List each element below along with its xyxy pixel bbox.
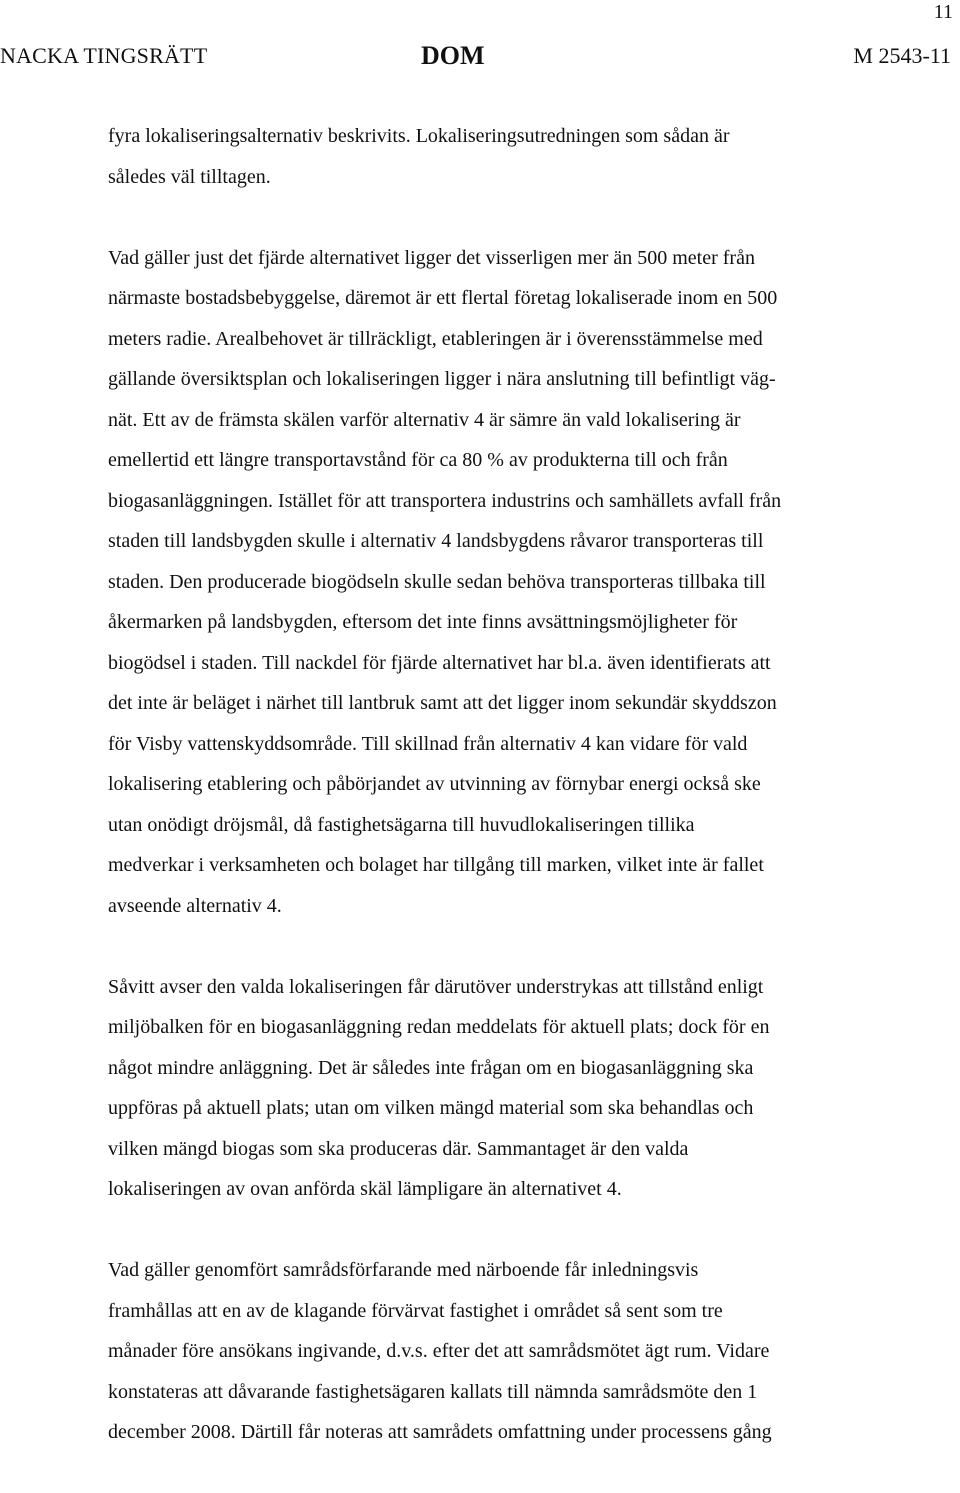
text-line: Vad gäller genomfört samrådsförfarande med närboende får inledningsvis <box>108 1259 699 1281</box>
paragraph <box>108 1250 898 1453</box>
text-line: närmaste bostadsbebyggelse, däremot är ett flertal företag lokaliserade inom en 500 <box>108 287 778 309</box>
case-number: M 2543-11 <box>853 43 951 68</box>
text-line: något mindre anläggning. Det är således inte frågan om en biogasanläggning ska <box>108 1056 754 1079</box>
text-line: uppföras på aktuell plats; utan om vilken mängd material som ska behandlas och <box>108 1097 754 1119</box>
text-line: miljöbalken för en biogasanläggning redan meddelats för aktuell plats; dock för en <box>108 1016 770 1038</box>
text-line: Vad gäller just det fjärde alternativet ligger det visserligen mer än 500 meter från <box>108 246 755 269</box>
text-line: staden till landsbygden skulle i alternativ 4 landsbygdens råvaror transporteras till <box>108 530 764 552</box>
text-line: lokalisering etablering och påbörjandet av utvinning av förnybar energi också ske <box>108 773 761 795</box>
text-line: staden. Den producerade biogödseln skulle sedan behöva transporteras tillbaka till <box>108 570 766 593</box>
text-line: gällande översiktsplan och lokaliseringen ligger i nära anslutning till befintligt väg- <box>108 368 776 390</box>
court-name: NACKA TINGSRÄTT <box>0 43 208 68</box>
text-line: meters radie. Arealbehovet är tillräckligt, etableringen är i överensstämmelse med <box>108 327 763 350</box>
text-line: biogasanläggningen. Istället för att transportera industrins och samhällets avfall från <box>108 489 782 512</box>
text-line: avseende alternativ 4. <box>108 894 282 917</box>
text-line: december 2008. Därtill får noteras att samrådets omfattning under processens gång <box>108 1421 772 1443</box>
text-line: för Visby vattenskyddsområde. Till skillnad från alternativ 4 kan vidare för vald <box>108 732 748 755</box>
text-line: emellertid ett längre transportavstånd för ca 80 % av produkterna till och från <box>108 449 728 471</box>
document-header <box>0 40 960 76</box>
text-line: fyra lokaliseringsalternativ beskrivits. Lokaliseringsutredningen som sådan är <box>108 125 730 147</box>
text-line: utan onödigt dröjsmål, då fastighetsägarna till huvudlokaliseringen tillika <box>108 813 695 836</box>
text-line: lokaliseringen av ovan anförda skäl lämpligare än alternativet 4. <box>108 1178 622 1200</box>
document-type: DOM <box>421 41 485 70</box>
text-line: det inte är beläget i närhet till lantbruk samt att det ligger inom sekundär skyddszon <box>108 692 777 714</box>
paragraph <box>108 116 898 197</box>
text-line: således väl tilltagen. <box>108 165 271 188</box>
document-body <box>108 116 898 1493</box>
page-number: 11 <box>933 1 953 23</box>
text-line: månader före ansökans ingivande, d.v.s. efter det att samrådsmötet ägt rum. Vidare <box>108 1340 770 1362</box>
text-line: biogödsel i staden. Till nackdel för fjärde alternativet har bl.a. även identifierats att <box>108 651 771 674</box>
text-line: nät. Ett av de främsta skälen varför alternativ 4 är sämre än vald lokalisering är <box>108 408 741 431</box>
text-line: vilken mängd biogas som ska produceras där. Sammantaget är den valda <box>108 1137 689 1160</box>
text-line: konstateras att dåvarande fastighetsägaren kallats till nämnda samrådsmöte den 1 <box>108 1380 758 1403</box>
text-line: framhållas att en av de klagande förvärvat fastighet i området så sent som tre <box>108 1299 723 1322</box>
paragraph <box>108 967 898 1210</box>
text-line: Såvitt avser den valda lokaliseringen får därutöver understrykas att tillstånd enligt <box>108 975 764 998</box>
text-line: medverkar i verksamheten och bolaget har tillgång till marken, vilket inte är fallet <box>108 854 764 876</box>
paragraph <box>108 238 898 927</box>
text-line: åkermarken på landsbygden, eftersom det inte finns avsättningsmöjligheter för <box>108 611 738 633</box>
